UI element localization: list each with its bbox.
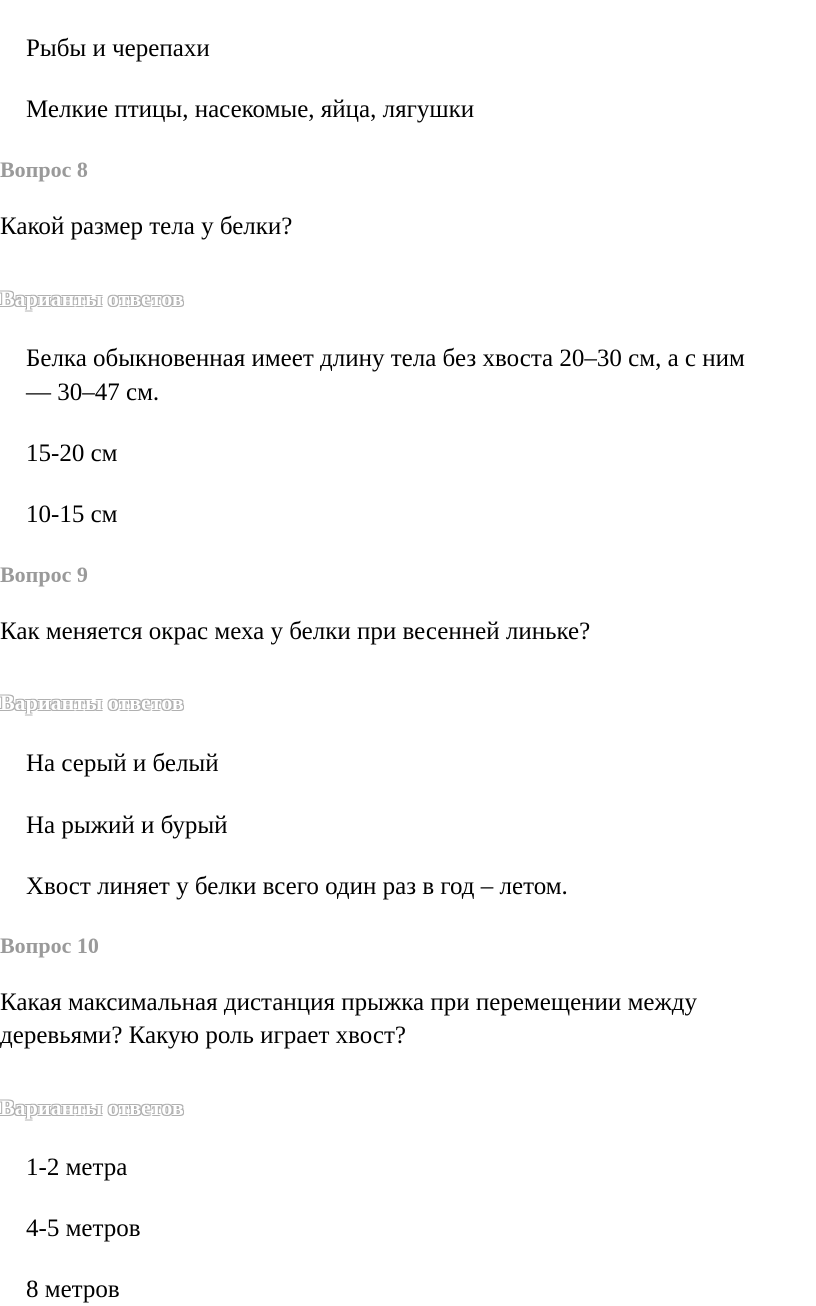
q9-answer-2: На рыжий и бурый bbox=[26, 812, 228, 839]
q7-answer-3: Рыбы и черепахи bbox=[26, 35, 210, 62]
question-10-title: Вопрос 10 bbox=[0, 933, 99, 958]
q9-answer-3: Хвост линяет у белки всего один раз в год – летом. bbox=[26, 873, 568, 900]
question-9-answers-label: Варианты ответов bbox=[0, 690, 184, 715]
question-10-answers-label: Варианты ответов bbox=[0, 1095, 184, 1120]
question-9-title: Вопрос 9 bbox=[0, 562, 88, 587]
q9-answer-1: На серый и белый bbox=[26, 750, 219, 777]
question-8-title: Вопрос 8 bbox=[0, 157, 88, 182]
question-8-answers-label: Варианты ответов bbox=[0, 286, 184, 311]
q8-answer-1-line-1: Белка обыкновенная имеет длину тела без хвоста 20–30 см, а с ним bbox=[26, 345, 745, 372]
q8-answer-3: 10-15 см bbox=[26, 501, 118, 528]
question-9-text: Как меняется окрас меха у белки при весенней линьке? bbox=[0, 618, 591, 645]
q10-answer-3: 8 метров bbox=[26, 1276, 120, 1303]
q10-answer-1: 1-2 метра bbox=[26, 1154, 128, 1181]
question-10-text-line-2: деревьями? Какую роль играет хвост? bbox=[0, 1022, 406, 1049]
question-10-text-line-1: Какая максимальная дистанция прыжка при перемещении между bbox=[0, 989, 697, 1016]
q10-answer-2: 4-5 метров bbox=[26, 1215, 141, 1242]
q8-answer-1-line-2: — 30–47 см. bbox=[26, 379, 160, 406]
q7-answer-4: Мелкие птицы, насекомые, яйца, лягушки bbox=[26, 96, 475, 123]
question-8-text: Какой размер тела у белки? bbox=[0, 213, 293, 240]
q8-answer-2: 15-20 см bbox=[26, 440, 118, 467]
